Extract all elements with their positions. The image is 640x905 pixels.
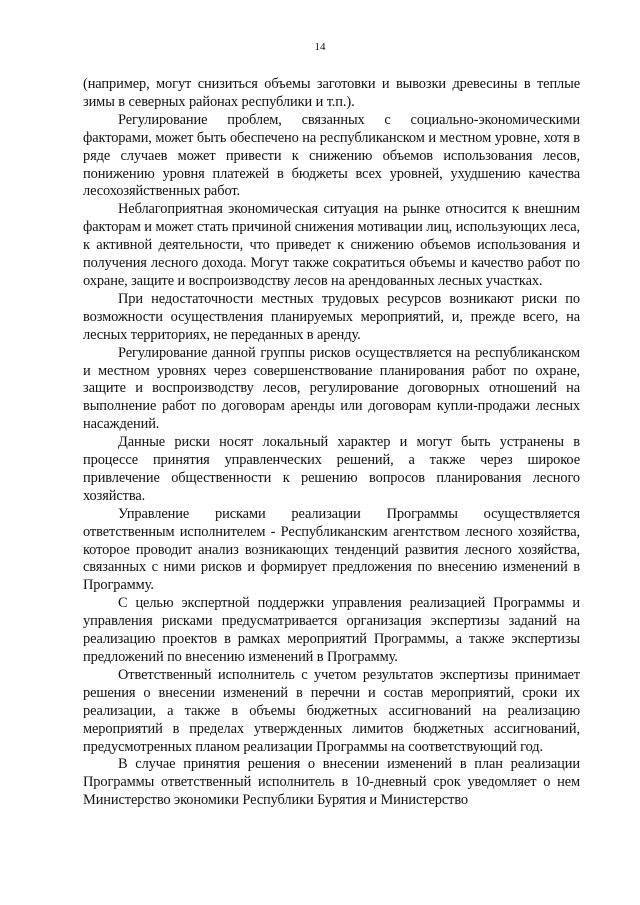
paragraph: Регулирование данной группы рисков осуществляется на республиканском и местном уровнях через совершенствование планирования работ по охране, защите и воспроизводству лесов, регулирование договорных отношений на выполнение работ по договорам аренды или договорам купли-продажи лесных насаждений. — [83, 344, 580, 433]
page-number: 14 — [314, 41, 326, 53]
paragraph: Ответственный исполнитель с учетом результатов экспертизы принимает решения о внесении изменений в перечни и состав мероприятий, сроки их реализации, а также в объемы бюджетных ассигнований на реализацию мероприятий в пределах утвержденных лимитов бюджетных ассигнований, предусмотренных планом реализации Программы на соответствующий год. — [83, 666, 580, 755]
paragraph: Регулирование проблем, связанных с социально-экономическими факторами, может быть обеспечено на республиканском и местном уровне, хотя в ряде случаев может привести к снижению объемов использования лесов, понижению уровня платежей в бюджеты всех уровней, ухудшению качества лесохозяйственных работ. — [83, 111, 580, 200]
paragraph: Неблагоприятная экономическая ситуация на рынке относится к внешним факторам и может стать причиной снижения мотивации лиц, использующих леса, к активной деятельности, что приведет к снижению объемов использования и получения лесного дохода. Могут также сократиться объемы и качество работ по охране, защите и воспроизводству лесов на арендованных лесных участках. — [83, 201, 580, 289]
paragraph: В случае принятия решения о внесении изменений в план реализации Программы ответственный исполнитель в 10-дневный срок уведомляет о нем Министерство экономики Республики Бурятия и Министерство — [83, 756, 580, 809]
paragraph-continuation: (например, могут снизиться объемы заготовки и вывозки древесины в теплые зимы в северных районах республики и т.п.). — [83, 76, 580, 110]
paragraph: Управление рисками реализации Программы осуществляется ответственным исполнителем - Республиканским агентством лесного хозяйства, которое проводит анализ возникающих тенденций развития лесного хозяйства, связанных с ними рисков и формирует предложения по внесению изменений в Программу. — [83, 505, 580, 594]
paragraph: Данные риски носят локальный характер и могут быть устранены в процессе принятия управленческих решений, а также через широкое привлечение общественности к решению вопросов планирования лесного хозяйства. — [83, 434, 580, 504]
paragraph: При недостаточности местных трудовых ресурсов возникают риски по возможности осуществления планируемых мероприятий, и, прежде всего, на лесных территориях, не переданных в аренду. — [83, 290, 580, 343]
document-body — [83, 76, 580, 810]
paragraph: С целью экспертной поддержки управления реализацией Программы и управления рисками предусматривается организация экспертизы заданий на реализацию проектов в рамках мероприятий Программы, а также экспертизы предложений по внесению изменений в Программу. — [83, 595, 580, 665]
